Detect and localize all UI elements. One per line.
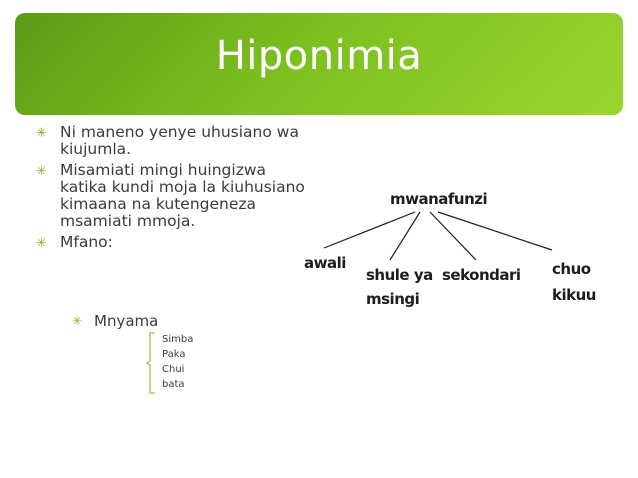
diagram-line <box>430 212 476 260</box>
diagram-node: shule ya <box>366 266 433 284</box>
star-bullet-icon: ✳ <box>36 126 47 141</box>
bullet-text: Ni maneno yenye uhusiano wa kiujumla. <box>60 123 299 158</box>
star-bullet-icon: ✳ <box>36 164 47 179</box>
diagram-line <box>390 212 420 260</box>
animal-list <box>162 332 193 392</box>
diagram-line <box>438 212 552 250</box>
bullet-text: Mfano: <box>60 233 113 251</box>
bullet-item <box>36 162 306 230</box>
star-bullet-icon: ✳ <box>36 236 47 251</box>
bullet-text: Misamiati mingi huingizwa katika kundi moja la kiuhusiano kimaana na kutengeneza msamiati mmoja. <box>60 161 305 230</box>
bullet-item <box>36 234 306 251</box>
sub-bullet-item <box>72 312 158 330</box>
slide-title: Hiponimia <box>215 33 423 79</box>
diagram-node: msingi <box>366 290 420 308</box>
animal-item: Simba <box>162 334 194 345</box>
title-bar <box>15 13 623 115</box>
sub-bullet-text: Mnyama <box>94 312 159 330</box>
brace-icon <box>146 332 156 394</box>
animal-item: Chui <box>162 364 185 375</box>
bullet-list <box>36 124 306 255</box>
diagram-node: sekondari <box>442 266 521 284</box>
diagram-node: chuo <box>552 260 591 278</box>
diagram-root: mwanafunzi <box>390 190 488 208</box>
animal-item: Paka <box>162 349 186 360</box>
diagram-node: kikuu <box>552 286 596 304</box>
bullet-item <box>36 124 306 158</box>
diagram-node: awali <box>304 254 346 272</box>
star-bullet-icon: ✳ <box>72 314 83 328</box>
animal-item: bata <box>162 379 185 390</box>
hyponymy-diagram <box>290 182 610 322</box>
